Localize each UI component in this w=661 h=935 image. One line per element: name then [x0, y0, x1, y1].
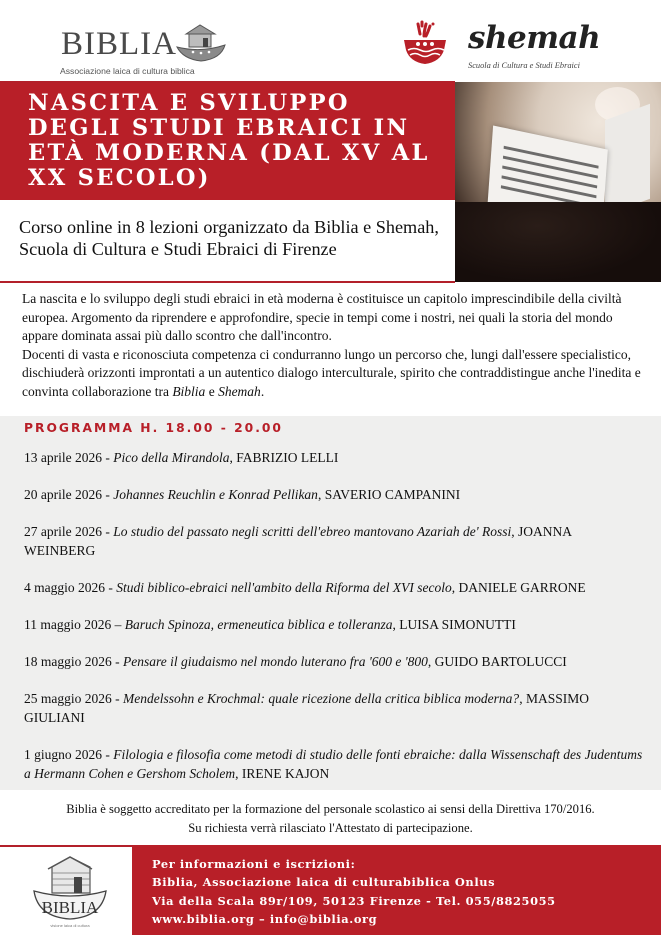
lesson-list: [24, 448, 644, 801]
programme-heading: PROGRAMMA H. 18.00 - 20.00: [24, 421, 283, 435]
lesson-item: 18 maggio 2026 - Pensare il giudaismo nel mondo luterano fra '600 e '800, GUIDO BARTOLUCCI: [24, 654, 567, 669]
biblia-logo-tagline: Associazione laica di cultura biblica: [60, 66, 195, 76]
shemah-logo-tagline: Scuola di Cultura e Studi Ebraici: [468, 61, 580, 70]
biblia-logo-wordmark: BIBLIA: [61, 26, 177, 62]
contact-banner: [132, 845, 661, 935]
accreditation-line-1: Biblia è soggetto accreditato per la formazione del personale scolastico ai sensi della Direttiva 170/2016.: [66, 802, 595, 816]
contact-organization: Biblia, Associazione laica di culturabiblica Onlus: [152, 875, 496, 890]
intro-paragraph-2: Docenti di vasta e riconosciuta competenza ci condurranno lungo un percorso che, lungi dall'essere specialistico, dischiuderà orizzonti improntati a un autentico dialogo interculturale, spirito che contraddistingue anche l'inedita e convinta collaborazione tra Biblia e Shemah.: [22, 346, 641, 399]
footer-divider: [0, 845, 132, 847]
svg-text:visione laica di cultura: visione laica di cultura: [50, 923, 90, 928]
subtitle-divider: [0, 281, 455, 283]
svg-text:BIBLIA: BIBLIA: [41, 898, 99, 917]
contact-heading: Per informazioni e iscrizioni:: [152, 857, 356, 871]
accreditation-note: [0, 800, 661, 837]
hero-photo-prayer-book: [455, 82, 661, 282]
accreditation-line-2: Su richiesta verrà rilasciato l'Attestato di partecipazione.: [188, 820, 473, 835]
lesson-item: 27 aprile 2026 - Lo studio del passato negli scritti dell'ebreo mantovano Azariah de' Rossi, JOANNA WEINBERG: [24, 524, 572, 558]
shemah-logo: [400, 18, 630, 78]
contact-address-phone: Via della Scala 89r/109, 50123 Firenze - Tel. 055/8825055: [152, 893, 556, 908]
course-title: NASCITA E SVILUPPO DEGLI STUDI EBRAICI IN ETÀ MODERNA (DAL XV AL XX SECOLO): [28, 90, 430, 191]
programme-section: [0, 416, 661, 790]
intro-text: [22, 290, 647, 402]
shemah-bowl-icon: [400, 20, 450, 70]
lesson-item: 4 maggio 2026 - Studi biblico-ebraici nell'ambito della Riforma del XVI secolo, DANIELE GARRONE: [24, 580, 586, 595]
biblia-logo: [58, 22, 228, 77]
shemah-logo-wordmark: shemah: [468, 20, 601, 56]
lesson-item: 1 giugno 2026 - Filologia e filosofia come metodi di studio delle fonti ebraiche: dalla Wissenschaft des Judentums a Hermann Cohen e Gershom Scholem, IRENE KAJON: [24, 747, 643, 781]
contact-web-email[interactable]: www.biblia.org – info@biblia.org: [152, 911, 378, 926]
ark-icon: [175, 23, 227, 63]
title-banner: [0, 83, 455, 200]
contact-info: [152, 855, 556, 928]
lesson-item: 20 aprile 2026 - Johannes Reuchlin e Konrad Pellikan, SAVERIO CAMPANINI: [24, 487, 461, 502]
header: [0, 0, 661, 82]
biblia-ark-logo-icon: [30, 855, 110, 930]
course-subtitle: Corso online in 8 lezioni organizzato da Biblia e Shemah, Scuola di Cultura e Studi Ebraici di Firenze: [19, 217, 439, 259]
lesson-item: 25 maggio 2026 - Mendelssohn e Krochmal: quale ricezione della critica biblica moderna?, MASSIMO GIULIANI: [24, 691, 589, 725]
intro-paragraph-1: La nascita e lo sviluppo degli studi ebraici in età moderna è costituisce un capitolo imprescindibile della civiltà europea. Argomento da riprendere e approfondire, specie in tempi come i nostri, nei quali la storia del mondo appare dominata assai più dallo scontro che dall'incontro.: [22, 291, 622, 344]
lesson-item: 13 aprile 2026 - Pico della Mirandola, FABRIZIO LELLI: [24, 450, 339, 465]
lesson-item: 11 maggio 2026 – Baruch Spinoza, ermeneutica biblica e tolleranza, LUISA SIMONUTTI: [24, 617, 516, 632]
